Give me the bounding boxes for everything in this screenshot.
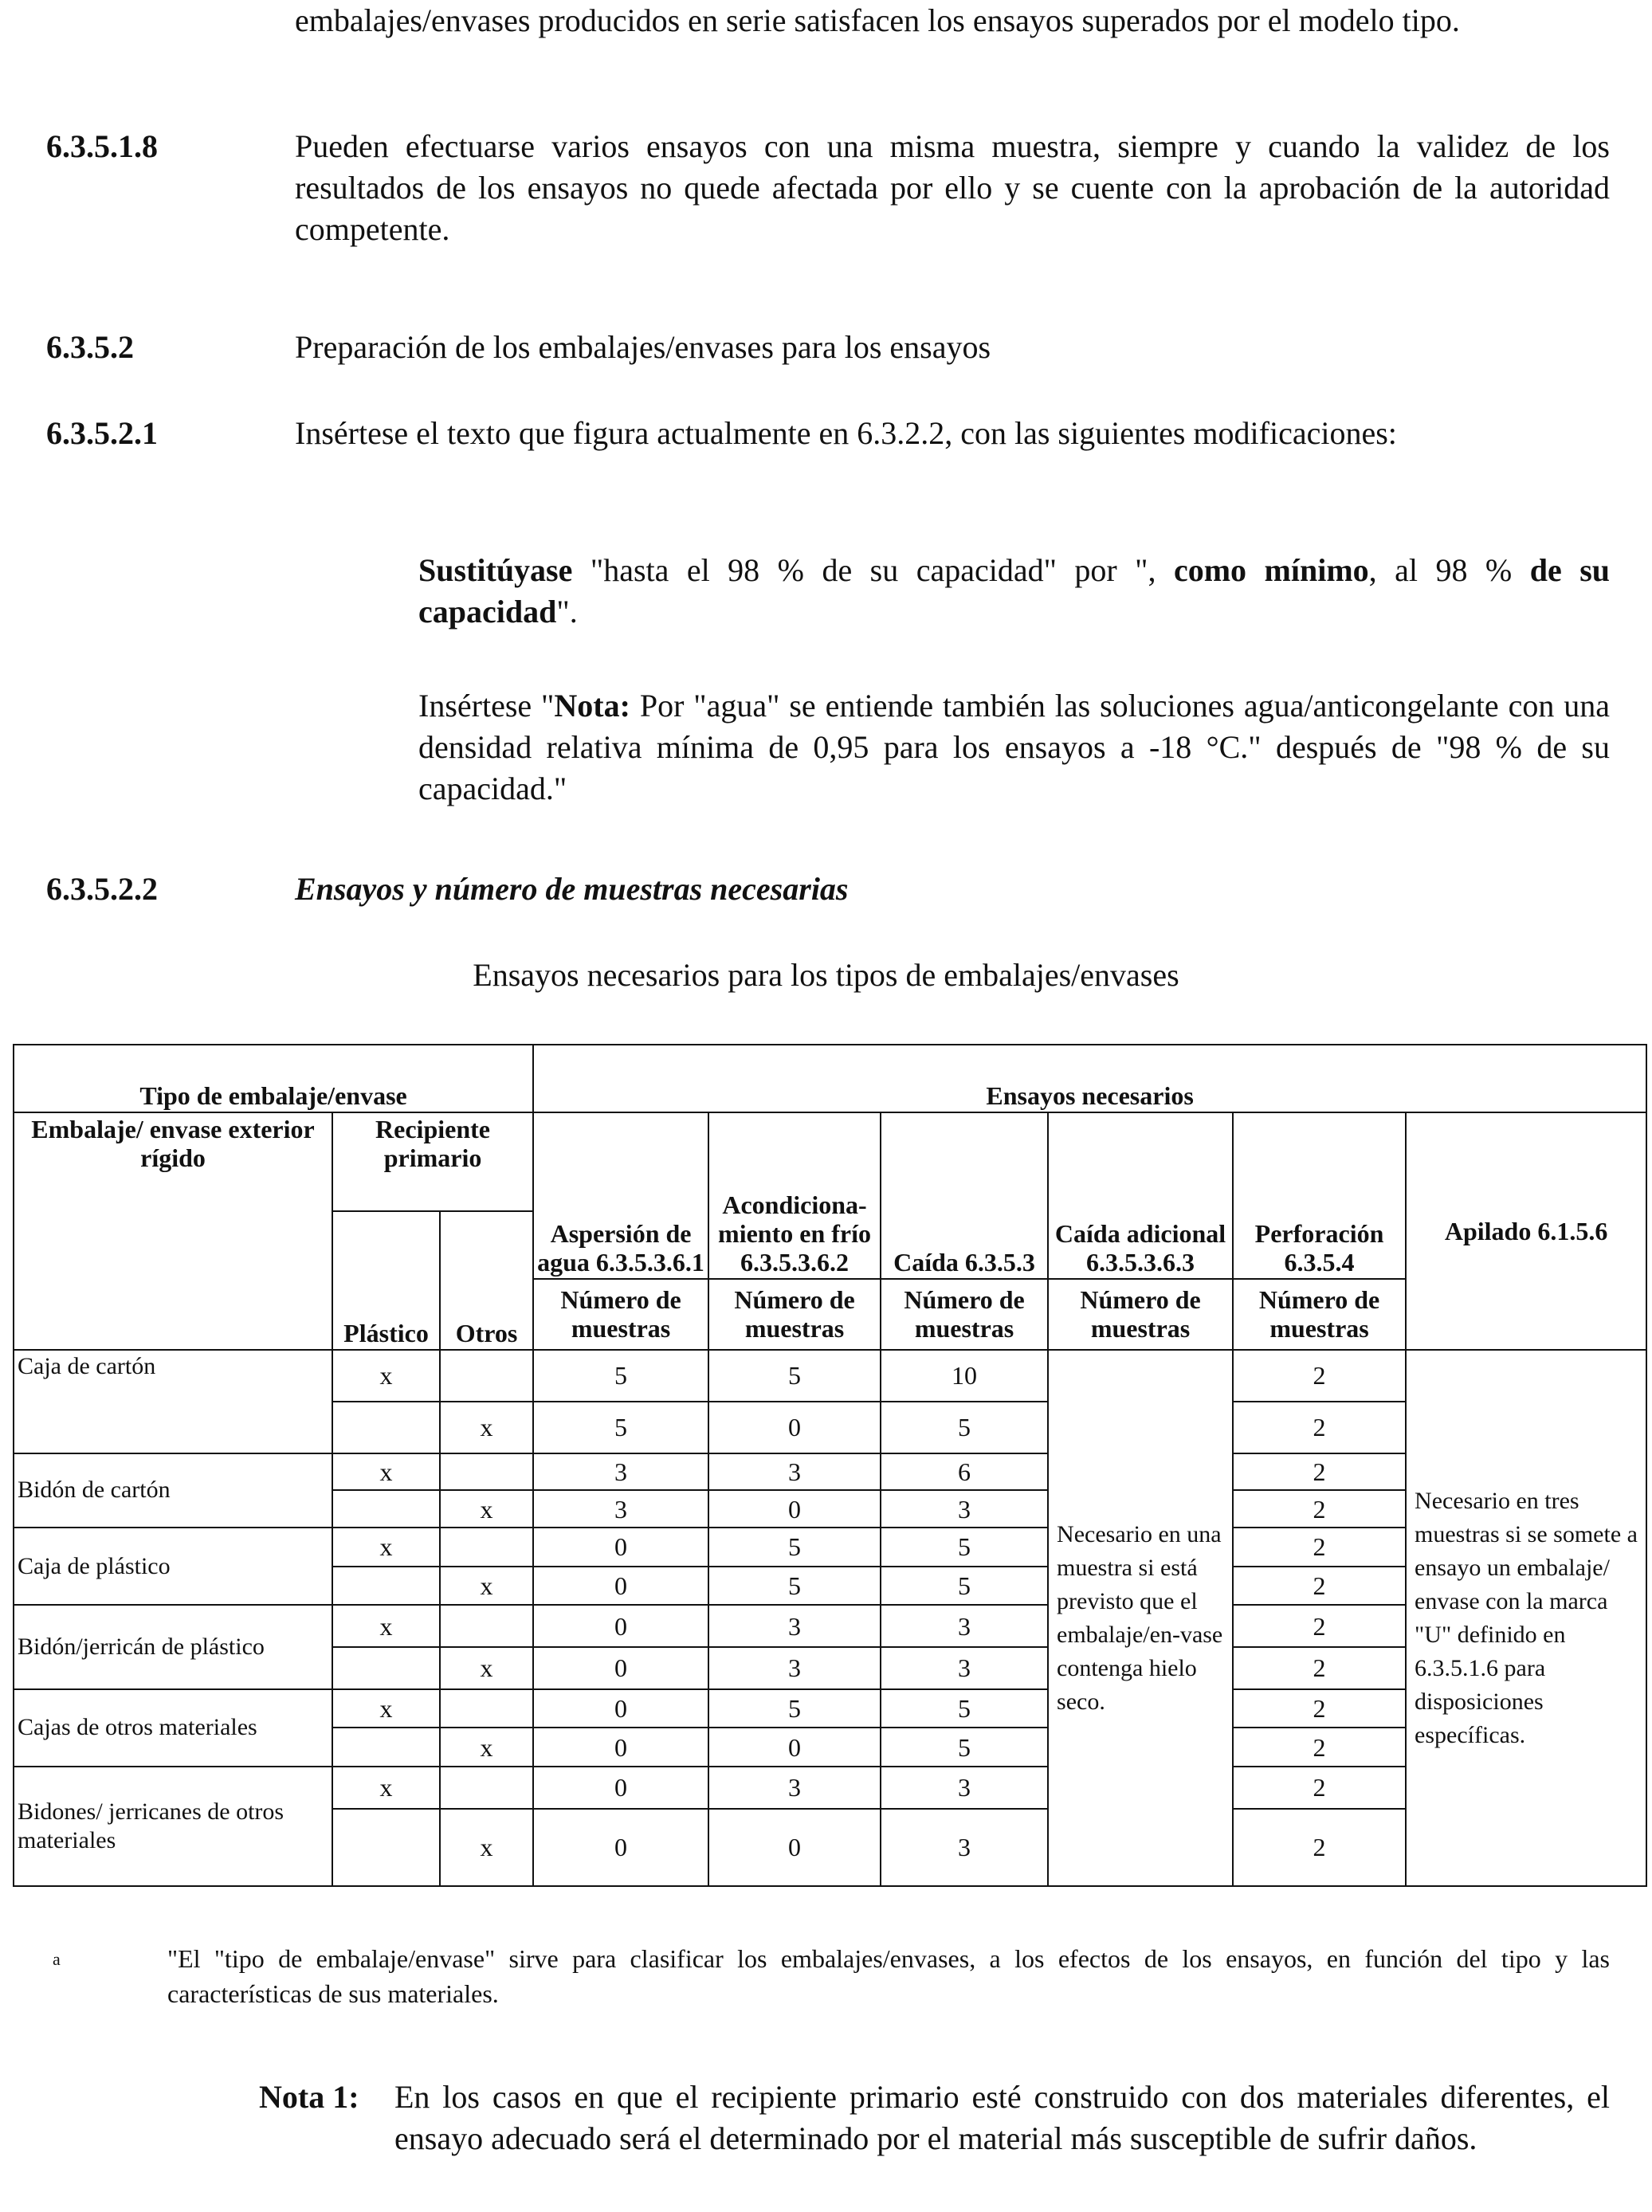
section-text: Insértese el texto que figura actualmente en 6.3.2.2, con las siguientes modificaciones:	[295, 415, 1397, 451]
cell-drop: 3	[881, 1647, 1048, 1689]
cell-plastic: x	[332, 1528, 440, 1567]
cell-others	[440, 1528, 533, 1567]
section-text: Pueden efectuarse varios ensayos con una misma muestra, siempre y cuando la validez de los resultados de los ensayos no quede afectada por ello y se cuente con la aprobación de la autoridad competente.	[295, 128, 1610, 247]
cell-others: x	[440, 1490, 533, 1528]
cell-others	[440, 1767, 533, 1809]
cell-perforation: 2	[1233, 1809, 1406, 1886]
cell-cold: 3	[708, 1605, 881, 1647]
continuation-paragraph: embalajes/envases producidos en serie satisfacen los ensayos superados por el modelo tipo.	[295, 2, 1460, 38]
cell-others	[440, 1350, 533, 1402]
cell-drop: 3	[881, 1809, 1048, 1886]
footnote-marker: a	[53, 1949, 61, 1969]
cell-cold: 5	[708, 1528, 881, 1567]
header-drop: Caída 6.3.5.3	[881, 1112, 1048, 1279]
row-label: Bidón de cartón	[14, 1453, 332, 1528]
cell-others: x	[440, 1647, 533, 1689]
cell-cold: 0	[708, 1809, 881, 1886]
cell-perforation: 2	[1233, 1350, 1406, 1402]
section-number: 6.3.5.1.8	[46, 128, 158, 164]
table-row	[14, 1767, 1646, 1809]
cell-perforation: 2	[1233, 1647, 1406, 1689]
amendment-text: "hasta el 98 % de su capacidad" por ",	[572, 552, 1174, 588]
header-others: Otros	[440, 1211, 533, 1350]
row-label: Bidones/ jerricanes de otros materiales	[14, 1767, 332, 1886]
header-cold-conditioning: Acondiciona-miento en frío 6.3.5.3.6.2	[708, 1112, 881, 1279]
cell-plastic	[332, 1809, 440, 1886]
cell-drop: 5	[881, 1567, 1048, 1606]
cell-plastic	[332, 1402, 440, 1453]
table-row	[14, 1350, 1646, 1402]
header-water-spray: Aspersión de agua 6.3.5.3.6.1	[533, 1112, 708, 1279]
header-samples: Número de muestras	[1233, 1279, 1406, 1350]
cell-spray: 0	[533, 1528, 708, 1567]
cell-perforation: 2	[1233, 1567, 1406, 1606]
cell-plastic: x	[332, 1767, 440, 1809]
table-row	[14, 1453, 1646, 1491]
header-plastic: Plástico	[332, 1211, 440, 1350]
cell-spray: 0	[533, 1647, 708, 1689]
cell-perforation: 2	[1233, 1402, 1406, 1453]
cell-others: x	[440, 1402, 533, 1453]
cell-drop: 3	[881, 1605, 1048, 1647]
header-outer-packaging: Embalaje/ envase exterior rígido	[14, 1112, 332, 1350]
section-number: 6.3.5.2.1	[46, 415, 158, 451]
cell-spray: 0	[533, 1767, 708, 1809]
header-additional-drop: Caída adicional 6.3.5.3.6.3	[1048, 1112, 1233, 1279]
cell-plastic	[332, 1490, 440, 1528]
header-required-tests: Ensayos necesarios	[533, 1045, 1646, 1112]
cell-drop: 5	[881, 1528, 1048, 1567]
section-number: 6.3.5.2.2	[46, 871, 158, 907]
cell-cold: 0	[708, 1402, 881, 1453]
header-perforation: Perforación 6.3.5.4	[1233, 1112, 1406, 1279]
cell-plastic: x	[332, 1453, 440, 1491]
amendment-text: ".	[556, 594, 578, 629]
cell-plastic: x	[332, 1689, 440, 1728]
footnote-text: "El "tipo de embalaje/envase" sirve para clasificar los embalajes/envases, a los efectos de los ensayos, en función del tipo y las características de sus materiales.	[167, 1944, 1610, 2008]
cell-cold: 3	[708, 1647, 881, 1689]
cell-spray: 3	[533, 1490, 708, 1528]
header-samples: Número de muestras	[881, 1279, 1048, 1350]
cell-spray: 0	[533, 1567, 708, 1606]
cell-perforation: 2	[1233, 1728, 1406, 1767]
cell-perforation: 2	[1233, 1528, 1406, 1567]
cell-spray: 5	[533, 1402, 708, 1453]
header-primary-receptacle: Recipiente primario	[332, 1112, 533, 1211]
header-samples: Número de muestras	[533, 1279, 708, 1350]
cell-drop: 6	[881, 1453, 1048, 1491]
amendment-bold: Nota:	[554, 688, 630, 724]
stacking-note: Necesario en tres muestras si se somete a ensayo un embalaje/ envase con la marca "U" definido en 6.3.5.1.6 para disposiciones específicas.	[1406, 1350, 1646, 1886]
cell-drop: 5	[881, 1728, 1048, 1767]
row-label: Cajas de otros materiales	[14, 1689, 332, 1767]
cell-others: x	[440, 1809, 533, 1886]
amendment-keyword: Sustitúyase	[418, 552, 573, 588]
cell-cold: 5	[708, 1689, 881, 1728]
table-row	[14, 1605, 1646, 1647]
cell-others	[440, 1689, 533, 1728]
cell-cold: 0	[708, 1490, 881, 1528]
cell-drop: 3	[881, 1767, 1048, 1809]
cell-cold: 5	[708, 1567, 881, 1606]
amendment-text: Por "agua" se entiende también las soluciones agua/anticongelante con una densidad relativa mínima de 0,95 para los ensayos a -18 °C." después de "98 % de su capacidad."	[418, 688, 1610, 806]
amendment-insert	[418, 685, 1610, 810]
cell-perforation: 2	[1233, 1453, 1406, 1491]
row-label: Caja de cartón	[14, 1350, 332, 1453]
cell-cold: 0	[708, 1728, 881, 1767]
header-samples: Número de muestras	[708, 1279, 881, 1350]
cell-plastic: x	[332, 1350, 440, 1402]
amendment-substitute	[418, 550, 1610, 633]
cell-plastic	[332, 1647, 440, 1689]
header-stacking: Apilado 6.1.5.6	[1406, 1112, 1646, 1350]
cell-perforation: 2	[1233, 1689, 1406, 1728]
section-number: 6.3.5.2	[46, 329, 134, 365]
cell-drop: 5	[881, 1689, 1048, 1728]
cell-cold: 3	[708, 1453, 881, 1491]
cell-perforation: 2	[1233, 1490, 1406, 1528]
row-label: Bidón/jerricán de plástico	[14, 1605, 332, 1688]
header-package-type: Tipo de embalaje/envase	[14, 1045, 533, 1112]
cell-spray: 0	[533, 1809, 708, 1886]
cell-drop: 10	[881, 1350, 1048, 1402]
section-heading: Ensayos y número de muestras necesarias	[295, 871, 849, 907]
table-caption: Ensayos necesarios para los tipos de embalajes/envases	[473, 957, 1179, 993]
cell-cold: 3	[708, 1767, 881, 1809]
cell-spray: 3	[533, 1453, 708, 1491]
cell-spray: 0	[533, 1605, 708, 1647]
cell-drop: 3	[881, 1490, 1048, 1528]
cell-spray: 0	[533, 1728, 708, 1767]
additional-drop-note: Necesario en una muestra si está previsto que el embalaje/en-vase contenga hielo seco.	[1048, 1350, 1233, 1886]
cell-plastic	[332, 1728, 440, 1767]
cell-drop: 5	[881, 1402, 1048, 1453]
cell-spray: 5	[533, 1350, 708, 1402]
cell-cold: 5	[708, 1350, 881, 1402]
cell-plastic	[332, 1567, 440, 1606]
table-row	[14, 1528, 1646, 1567]
cell-others	[440, 1453, 533, 1491]
cell-others: x	[440, 1567, 533, 1606]
amendment-bold: como mínimo	[1173, 552, 1369, 588]
note-text: En los casos en que el recipiente primario esté construido con dos materiales diferentes, el ensayo adecuado será el determinado por el material más susceptible de sufrir daños.	[394, 2079, 1610, 2156]
amendment-bold: de su capacidad	[418, 552, 1611, 629]
cell-plastic: x	[332, 1605, 440, 1647]
cell-perforation: 2	[1233, 1767, 1406, 1809]
cell-perforation: 2	[1233, 1605, 1406, 1647]
amendment-text: Insértese "	[418, 688, 555, 724]
cell-spray: 0	[533, 1689, 708, 1728]
table-row	[14, 1689, 1646, 1728]
note-label: Nota 1:	[259, 2079, 359, 2115]
cell-others	[440, 1605, 533, 1647]
header-samples: Número de muestras	[1048, 1279, 1233, 1350]
amendment-text: , al 98 %	[1368, 552, 1530, 588]
section-text: Preparación de los embalajes/envases para los ensayos	[295, 329, 991, 365]
row-label: Caja de plástico	[14, 1528, 332, 1605]
cell-others: x	[440, 1728, 533, 1767]
tests-table	[13, 1044, 1647, 1887]
